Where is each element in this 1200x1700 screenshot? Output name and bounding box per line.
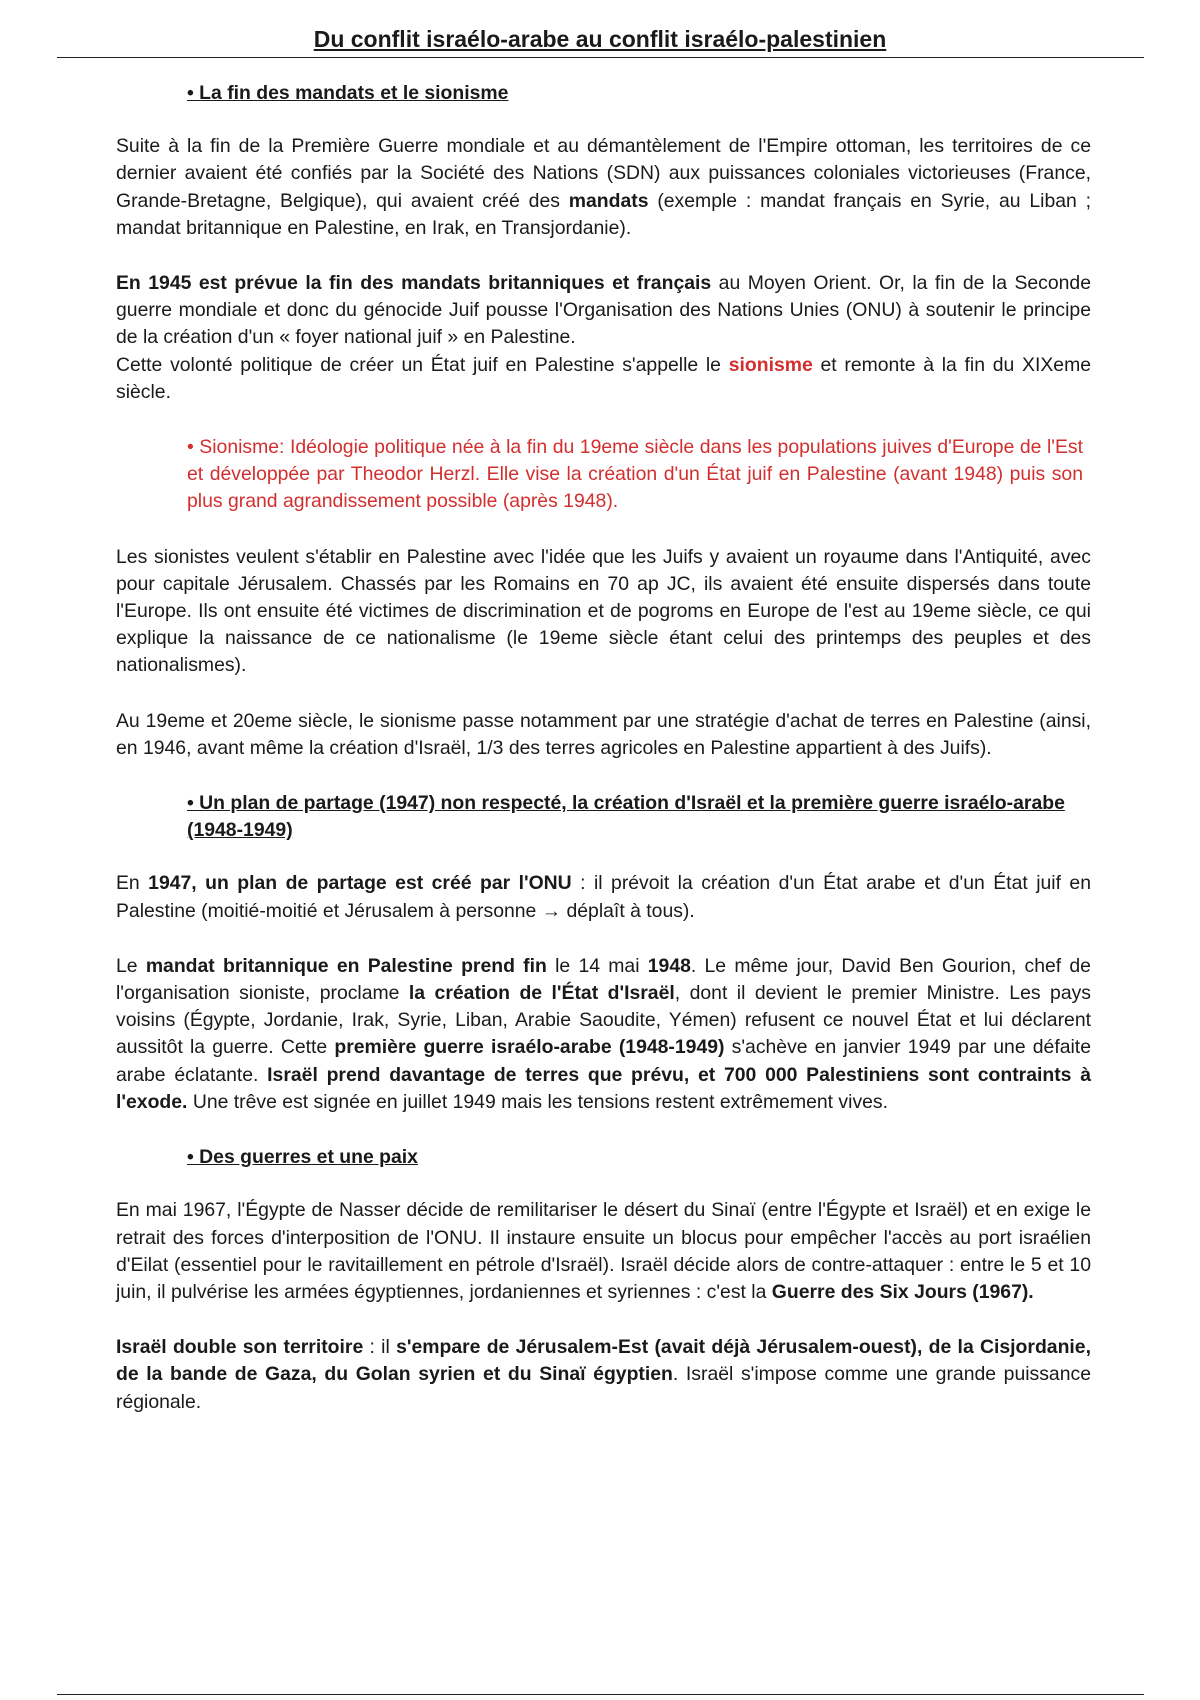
definition-sionisme: • Sionisme: Idéologie politique née à la fin du 19eme siècle dans les populations juives d'Europe de l'Est et développée par Theodor Herzl. Elle vise la création d'un État juif en Palestine (avant 1948) puis son plus grand agrandissement possible (après 1948). [187, 436, 1083, 513]
paragraph-plan-1947: En 1947, un plan de partage est créé par l'ONU : il prévoit la création d'un État arabe et d'un État juif en Palestine (moitié-moitié et Jérusalem à personne → déplaît à tous). [116, 872, 1091, 922]
document-body [116, 80, 1091, 1416]
footer-divider [57, 1694, 1144, 1695]
paragraph-sionistes: Les sionistes veulent s'établir en Palestine avec l'idée que les Juifs y avaient un royaume dans l'Antiquité, avec pour capitale Jérusalem. Chassés par les Romains en 70 ap JC, ils avaient été ensuite dispersés dans toute l'Europe. Ils ont ensuite été victimes de discrimination et de pogroms en Europe de l'est au 19eme siècle, ce qui explique la naissance de ce nationalisme (le 19eme siècle étant celui des printemps des peuples et des nationalismes). [116, 545, 1091, 677]
paragraph-fin-mandats: En 1945 est prévue la fin des mandats britanniques et français au Moyen Orient. Or, la fin de la Seconde guerre mondiale et donc du génocide Juif pousse l'Organisation des Nations Unies (ONU) à soutenir le principe de la création d'un « foyer national juif » en Palestine. Cette volonté politique de créer un État juif en Palestine s'appelle le sionisme et remonte à la fin du XIXeme siècle. [116, 272, 1092, 403]
paragraph-mandats-intro: Suite à la fin de la Première Guerre mondiale et au démantèlement de l'Empire ottoman, les territoires de ce dernier avaient été confiés par la Société des Nations (SDN) aux puissances coloniales victorieuses (France, Grande-Bretagne, Belgique), qui avaient créé des mandats (exemple : mandat français en Syrie, au Liban ; mandat britannique en Palestine, en Irak, en Transjordanie). [116, 135, 1092, 239]
page-title: Du conflit israélo-arabe au conflit israélo-palestinien [313, 26, 887, 52]
highlight-sionisme: sionisme [728, 353, 813, 376]
paragraph-creation-israel: Le mandat britannique en Palestine prend fin le 14 mai 1948. Le même jour, David Ben Gourion, chef de l'organisation sioniste, proclame la création de l'État d'Israël, dont il devient le premier Ministre. Les pays voisins (Égypte, Jordanie, Irak, Syrie, Liban, Arabie Saoudite, Yémen) refusent ce nouvel État et lui déclarent aussitôt la guerre. Cette première guerre israélo-arabe (1948-1949) s'achève en janvier 1949 par une défaite arabe éclatante. Israël prend davantage de terres que prévu, et 700 000 Palestiniens sont contraints à l'exode. Une trêve est signée en juillet 1949 mais les tensions restent extrêmement vives. [116, 954, 1091, 1113]
paragraph-territoire-double: Israël double son territoire : il s'empare de Jérusalem-Est (avait déjà Jérusalem-ouest), de la Cisjordanie, de la bande de Gaza, du Golan syrien et du Sinaï égyptien. Israël s'impose comme une grande puissance régionale. [116, 1336, 1091, 1413]
title-divider [57, 57, 1144, 58]
paragraph-six-jours: En mai 1967, l'Égypte de Nasser décide de remilitariser le désert du Sinaï (entre l'Égypte et Israël) et en exige le retrait des forces d'interposition de l'ONU. Il instaure ensuite un blocus pour empêcher l'accès au port israélien d'Eilat (essentiel pour le ravitaillement en pétrole d'Israël). Israël décide alors de contre-attaquer : entre le 5 et 10 juin, il pulvérise les armées égyptiennes, jordaniennes et syriennes : c'est la Guerre des Six Jours (1967). [116, 1199, 1091, 1303]
section-heading-guerres-paix: • Des guerres et une paix [187, 1146, 418, 1169]
section-heading-mandats: • La fin des mandats et le sionisme [187, 82, 509, 104]
section-heading-plan-partage: • Un plan de partage (1947) non respecté, la création d'Israël et la première guerre israélo-arabe (1948-1949) [187, 792, 1065, 842]
paragraph-achat-terres: Au 19eme et 20eme siècle, le sionisme passe notamment par une stratégie d'achat de terres en Palestine (ainsi, en 1946, avant même la création d'Israël, 1/3 des terres agricoles en Palestine appartient à des Juifs). [116, 709, 1091, 759]
